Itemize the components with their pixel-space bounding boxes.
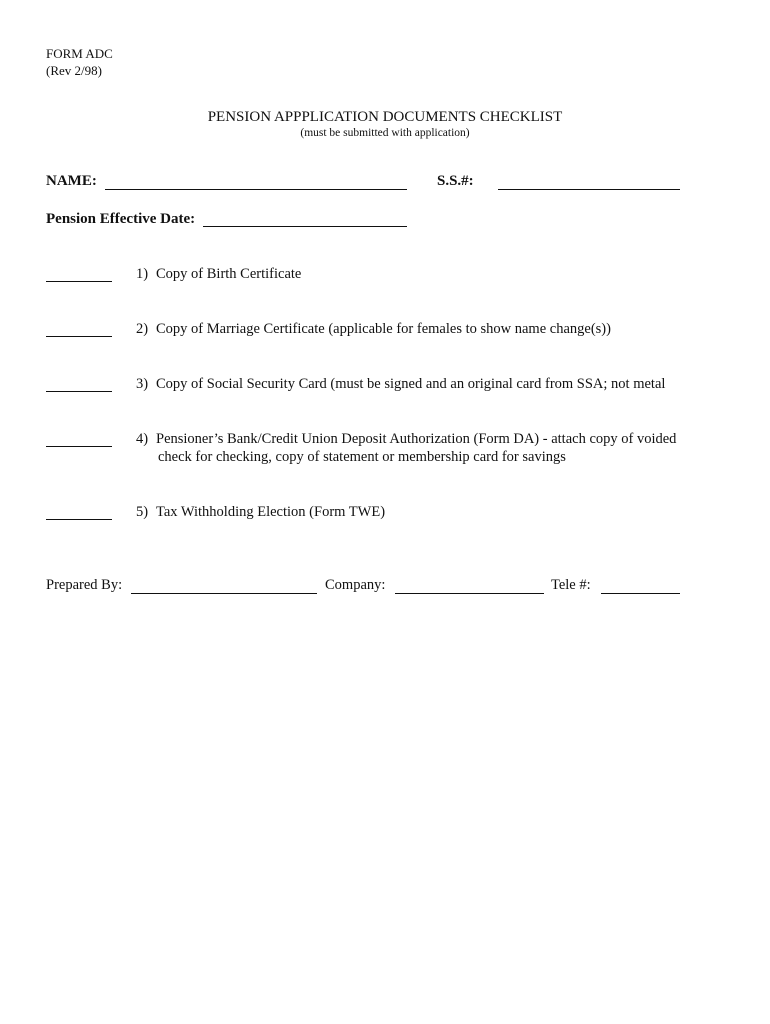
- checklist-number-4: 4): [136, 431, 149, 447]
- check-line-1[interactable]: [46, 281, 112, 282]
- prepared-by-field[interactable]: [131, 593, 317, 594]
- name-label: NAME:: [46, 173, 97, 189]
- checklist-number-1: 1): [136, 266, 149, 282]
- check-line-3[interactable]: [46, 391, 112, 392]
- ss-field[interactable]: [498, 189, 680, 190]
- effective-date-field[interactable]: [203, 226, 407, 227]
- check-line-4[interactable]: [46, 446, 112, 447]
- checklist-text-4-cont: check for checking, copy of statement or membership card for savings: [158, 449, 566, 465]
- tele-label: Tele #:: [551, 577, 591, 593]
- checklist-number-3: 3): [136, 376, 149, 392]
- checklist-text-3: Copy of Social Security Card (must be signed and an original card from SSA; not metal: [156, 376, 666, 392]
- checklist-text-5: Tax Withholding Election (Form TWE): [156, 504, 386, 520]
- form-code: FORM ADC: [46, 46, 113, 61]
- prepared-by-label: Prepared By:: [46, 577, 123, 593]
- checklist-number-5: 5): [136, 504, 149, 520]
- company-label: Company:: [325, 577, 386, 593]
- tele-field[interactable]: [601, 593, 680, 594]
- name-field[interactable]: [105, 189, 407, 190]
- checklist-number-2: 2): [136, 321, 149, 337]
- form-revision: (Rev 2/98): [46, 63, 102, 78]
- checklist-text-1: Copy of Birth Certificate: [156, 266, 302, 282]
- page-title: PENSION APPPLICATION DOCUMENTS CHECKLIST: [207, 109, 563, 125]
- company-field[interactable]: [395, 593, 544, 594]
- effective-date-label: Pension Effective Date:: [46, 211, 196, 227]
- page-subtitle: (must be submitted with application): [300, 127, 470, 139]
- ss-label: S.S.#:: [437, 173, 474, 189]
- check-line-2[interactable]: [46, 336, 112, 337]
- check-line-5[interactable]: [46, 519, 112, 520]
- checklist-text-2: Copy of Marriage Certificate (applicable for females to show name change(s)): [156, 321, 611, 337]
- checklist-text-4: Pensioner’s Bank/Credit Union Deposit Authorization (Form DA) - attach copy of voided: [156, 431, 677, 447]
